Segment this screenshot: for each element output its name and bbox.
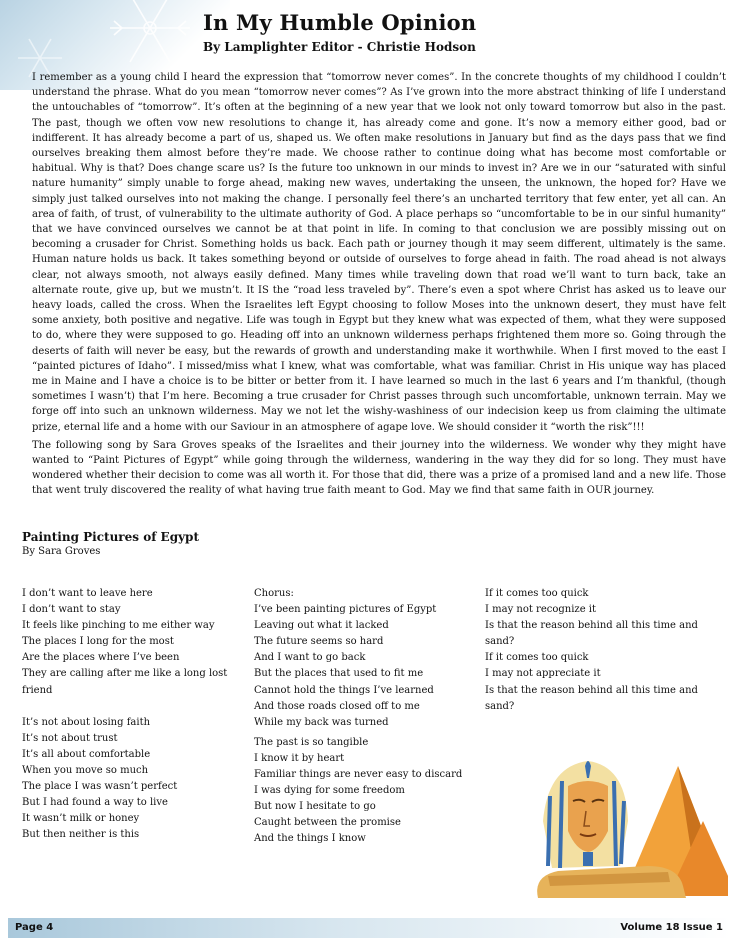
page-title: In My Humble Opinion — [203, 10, 477, 35]
lyric-line: I know it by heart — [254, 752, 345, 764]
lyric-line: I don’t want to stay — [22, 604, 121, 616]
chorus-label: Chorus: — [254, 588, 294, 599]
lyrics-stanza — [22, 586, 240, 699]
lyric-line: While my back was turned — [254, 716, 389, 728]
lyric-line: Leaving out what it lacked — [254, 620, 389, 632]
lyric-line: But the places that used to fit me — [254, 668, 424, 680]
lyric-line: If it comes too quick — [485, 652, 589, 664]
lyric-line: It’s not about trust — [22, 732, 118, 744]
lyric-line: Is that the reason behind all this time and sand? — [485, 620, 698, 648]
lyric-line: I was dying for some freedom — [254, 785, 405, 797]
lyric-line: It feels like pinching to me either way — [22, 620, 215, 632]
lyric-line: I’ve been painting pictures of Egypt — [254, 604, 437, 616]
song-title: Painting Pictures of Egypt — [22, 530, 199, 544]
lyric-line: But I had found a way to live — [22, 797, 168, 809]
lyric-line: And I want to go back — [254, 652, 366, 664]
lyric-line: But now I hesitate to go — [254, 801, 376, 813]
lyrics-column-2 — [254, 586, 474, 864]
article-body — [32, 70, 726, 502]
byline: By Lamplighter Editor - Christie Hodson — [203, 40, 476, 54]
lyric-line: Cannot hold the things I’ve learned — [254, 684, 434, 696]
lyric-line: Is that the reason behind all this time and sand? — [485, 684, 698, 712]
volume-issue: Volume 18 Issue 1 — [620, 922, 723, 933]
page-footer — [8, 918, 731, 938]
lyric-line: The place I was wasn’t perfect — [22, 781, 178, 793]
article-paragraph: The following song by Sara Groves speaks of the Israelites and their journey into the wilderness. We wonder why they might have wanted to “Paint Pictures of Egypt” while going through the wilderness, wandering in the way they did for so long. They must have wondered whether their decision to come was all worth it. For those that did, there was a prize of a promised land and a new life. Those that went truly discovered the reality of what having true faith meant to God. May we find that same faith in OUR journey. — [32, 439, 726, 497]
lyrics-stanza — [22, 715, 240, 844]
lyrics-column-3 — [485, 586, 715, 731]
article-paragraph: I remember as a young child I heard the expression that “tomorrow never comes”. In the concrete thoughts of my childhood I couldn’t understand the phrase. What do you mean “tomorrow never comes”? As I’ve grown into the more abstract thinking of life I understand the untouchables of “tomorrow”. It’s often at the beginning of a new year that we look not only toward tomorrow but also in the past. The past, though we often vow new resolutions to change it, has already come and gone. It’s now a memory either good, bad or indifferent. It has already become a part of us, shaped us. We often make resolutions in January but find as the days pass that we find ourselves breaking them almost before they’re made. We choose rather to continue doing what has become most comfortable or habitual. Why is that? Does change scare us? Is the future too unknown in our minds to invest in? Are we in our “saturated with sinful nature humanity” simply unable to forge ahead, making new waves, undertaking the unseen, the unknown, the hoped for? Have we simply just talked ourselves into not making the change. I personally feel there’s an uncharted territory that few enter, yet all can. An area of faith, of trust, of vulnerability to the ultimate authority of God. A place perhaps so “uncomfortable to be in our sinful humanity” that we have convinced ourselves we cannot be at that point in life. In coming to that conclusion we are possibly missing out on becoming a crusader for Christ. Something holds us back. Each path or journey though it may seem different, ultimately is the same. Human nature holds us back. It takes something beyond or outside of ourselves to forge ahead in faith. The road ahead is not always clear, not always smooth, not always easily defined. Many times while traveling down that road we’ll want to turn back, take an alternate route, give up, but we mustn’t. It IS the “road less traveled by”. There’s even a spot where Christ has asked us to leave our heavy loads, called the cross. When the Israelites left Egypt choosing to follow Moses into the unknown desert, they must have felt some anxiety, both positive and negative. Life was tough in Egypt but they knew what was expected of them, what they were supposed to do, where they were supposed to go. Heading off into an unknown wilderness perhaps frightened them more so. Going through the deserts of faith will never be easy, but the rewards of growth and understanding make it worthwhile. When I first moved to the east I “painted pictures of Idaho”. I missed/miss what I knew, what was comfortable, what was familiar. Christ in His unique way has placed me in Maine and I have a choice is to be bitter or better from it. I have learned so much in the last 6 years and I’m thankful, (though sometimes I wasn’t) that I’m here. Becoming a true crusader for Christ passes through such uncomfortable, unknown terrain. May we forge off into such an unknown wilderness. May we not let the wishy-washiness of our indecision keep us from claiming the ultimate prize, eternal life and a home with our Saviour in an atmosphere of agape love. We should consider it “worth the risk”!!! — [32, 72, 726, 433]
lyrics-stanza — [254, 586, 474, 731]
lyric-line: If it comes too quick — [485, 588, 589, 599]
page-number: Page 4 — [15, 922, 54, 933]
lyric-line: And the things I know — [254, 833, 366, 845]
lyrics-stanza — [485, 586, 715, 715]
lyric-line: They are calling after me like a long lost friend — [22, 668, 228, 696]
lyric-line: The future seems so hard — [254, 636, 384, 648]
lyric-line: I may not appreciate it — [485, 668, 601, 680]
lyrics-stanza — [254, 735, 474, 848]
lyric-line: Caught between the promise — [254, 817, 401, 829]
lyric-line: The past is so tangible — [254, 736, 369, 748]
lyric-line: Familiar things are never easy to discard — [254, 769, 463, 781]
lyric-line: Are the places where I’ve been — [22, 652, 180, 664]
lyric-line: It’s all about comfortable — [22, 748, 151, 760]
lyric-line: It’s not about losing faith — [22, 716, 151, 728]
lyric-line: I may not recognize it — [485, 604, 597, 616]
sphinx-pyramids-illustration — [528, 726, 728, 906]
song-author: By Sara Groves — [22, 546, 101, 557]
lyric-line: When you move so much — [22, 764, 149, 776]
lyric-line: I don’t want to leave here — [22, 588, 153, 599]
lyric-line: And those roads closed off to me — [254, 700, 420, 712]
lyric-line: But then neither is this — [22, 829, 140, 841]
lyric-line: It wasn’t milk or honey — [22, 813, 140, 825]
lyric-line: The places I long for the most — [22, 636, 174, 648]
lyrics-column-1 — [22, 586, 240, 859]
